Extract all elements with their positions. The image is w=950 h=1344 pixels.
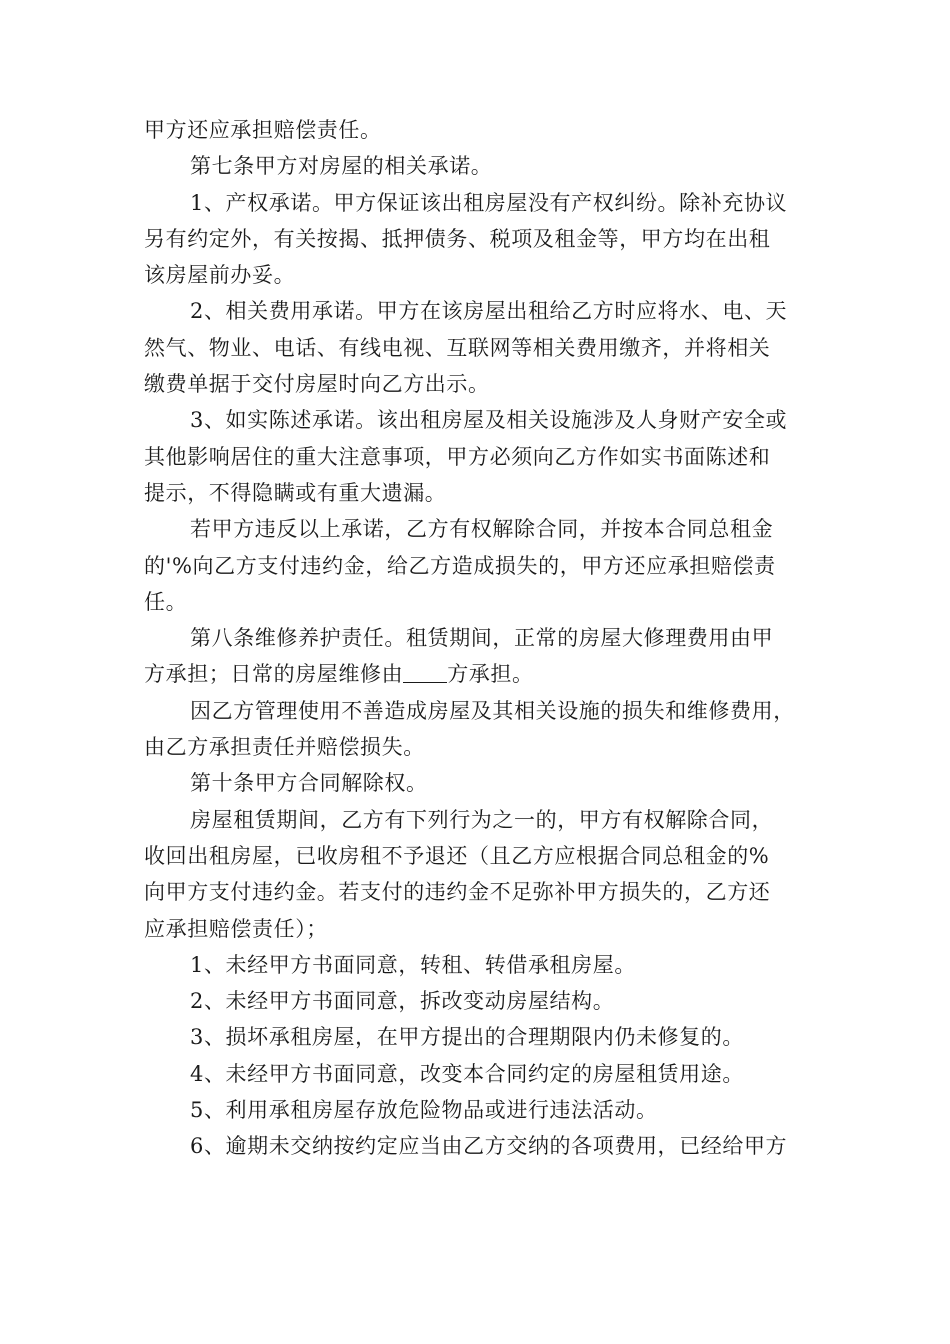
list-item: 3、损坏承租房屋，在甲方提出的合理期限内仍未修复的。 (190, 1025, 744, 1050)
fill-in-blank (403, 660, 447, 683)
text-line: 其他影响居住的重大注意事项，甲方必须向乙方作如实书面陈述和 (144, 444, 771, 469)
list-item: 1、未经甲方书面同意，转租、转借承租房屋。 (190, 952, 636, 977)
text-segment: 方承担；日常的房屋维修由 (144, 662, 404, 687)
text-line: 另有约定外，有关按揭、抵押债务、税项及租金等，甲方均在出租 (144, 226, 771, 251)
text-line: 甲方还应承担赔偿责任。 (144, 118, 382, 142)
list-item: 5、利用承租房屋存放危险物品或进行违法活动。 (190, 1098, 658, 1123)
text-line: 应承担赔偿责任）； (144, 916, 328, 941)
text-line: 收回出租房屋，已收房租不予退还（且乙方应根据合同总租金的% (144, 843, 770, 868)
text-segment: 方承担。 (447, 662, 534, 687)
text-line: 缴费单据于交付房屋时向乙方出示。 (144, 372, 490, 397)
text-line: 因乙方管理使用不善造成房屋及其相关设施的损失和维修费用， (190, 698, 795, 723)
text-line (144, 656, 824, 692)
text-line: 提示，不得隐瞒或有重大遗漏。 (144, 480, 447, 505)
text-line: 任。 (144, 589, 188, 614)
article-heading: 第十条甲方合同解除权。 (190, 771, 428, 796)
list-item: 2、未经甲方书面同意，拆改变动房屋结构。 (190, 989, 615, 1014)
text-line: 向甲方支付违约金。若支付的违约金不足弥补甲方损失的，乙方还 (144, 880, 771, 905)
article-heading: 第八条维修养护责任。租赁期间，正常的房屋大修理费用由甲 (190, 626, 774, 651)
list-item: 6、逾期未交纳按约定应当由乙方交纳的各项费用，已经给甲方 (190, 1134, 788, 1159)
list-item: 4、未经甲方书面同意，改变本合同约定的房屋租赁用途。 (190, 1061, 744, 1086)
article-heading: 第七条甲方对房屋的相关承诺。 (190, 154, 493, 179)
text-line: 然气、物业、电话、有线电视、互联网等相关费用缴齐，并将相关 (144, 335, 771, 360)
text-line: 的'%向乙方支付违约金，给乙方造成损失的，甲方还应承担赔偿责 (144, 553, 776, 578)
text-line: 1、产权承诺。甲方保证该出租房屋没有产权纠纷。除补充协议 (190, 190, 788, 215)
text-line: 房屋租赁期间，乙方有下列行为之一的，甲方有权解除合同， (190, 807, 774, 832)
text-line: 2、相关费用承诺。甲方在该房屋出租给乙方时应将水、电、天 (190, 299, 788, 324)
text-line: 若甲方违反以上承诺，乙方有权解除合同，并按本合同总租金 (190, 517, 774, 542)
text-line: 3、如实陈述承诺。该出租房屋及相关设施涉及人身财产安全或 (190, 408, 788, 433)
document-body (144, 112, 824, 1165)
text-line: 由乙方承担责任并赔偿损失。 (144, 735, 425, 760)
text-line: 该房屋前办妥。 (144, 263, 296, 288)
